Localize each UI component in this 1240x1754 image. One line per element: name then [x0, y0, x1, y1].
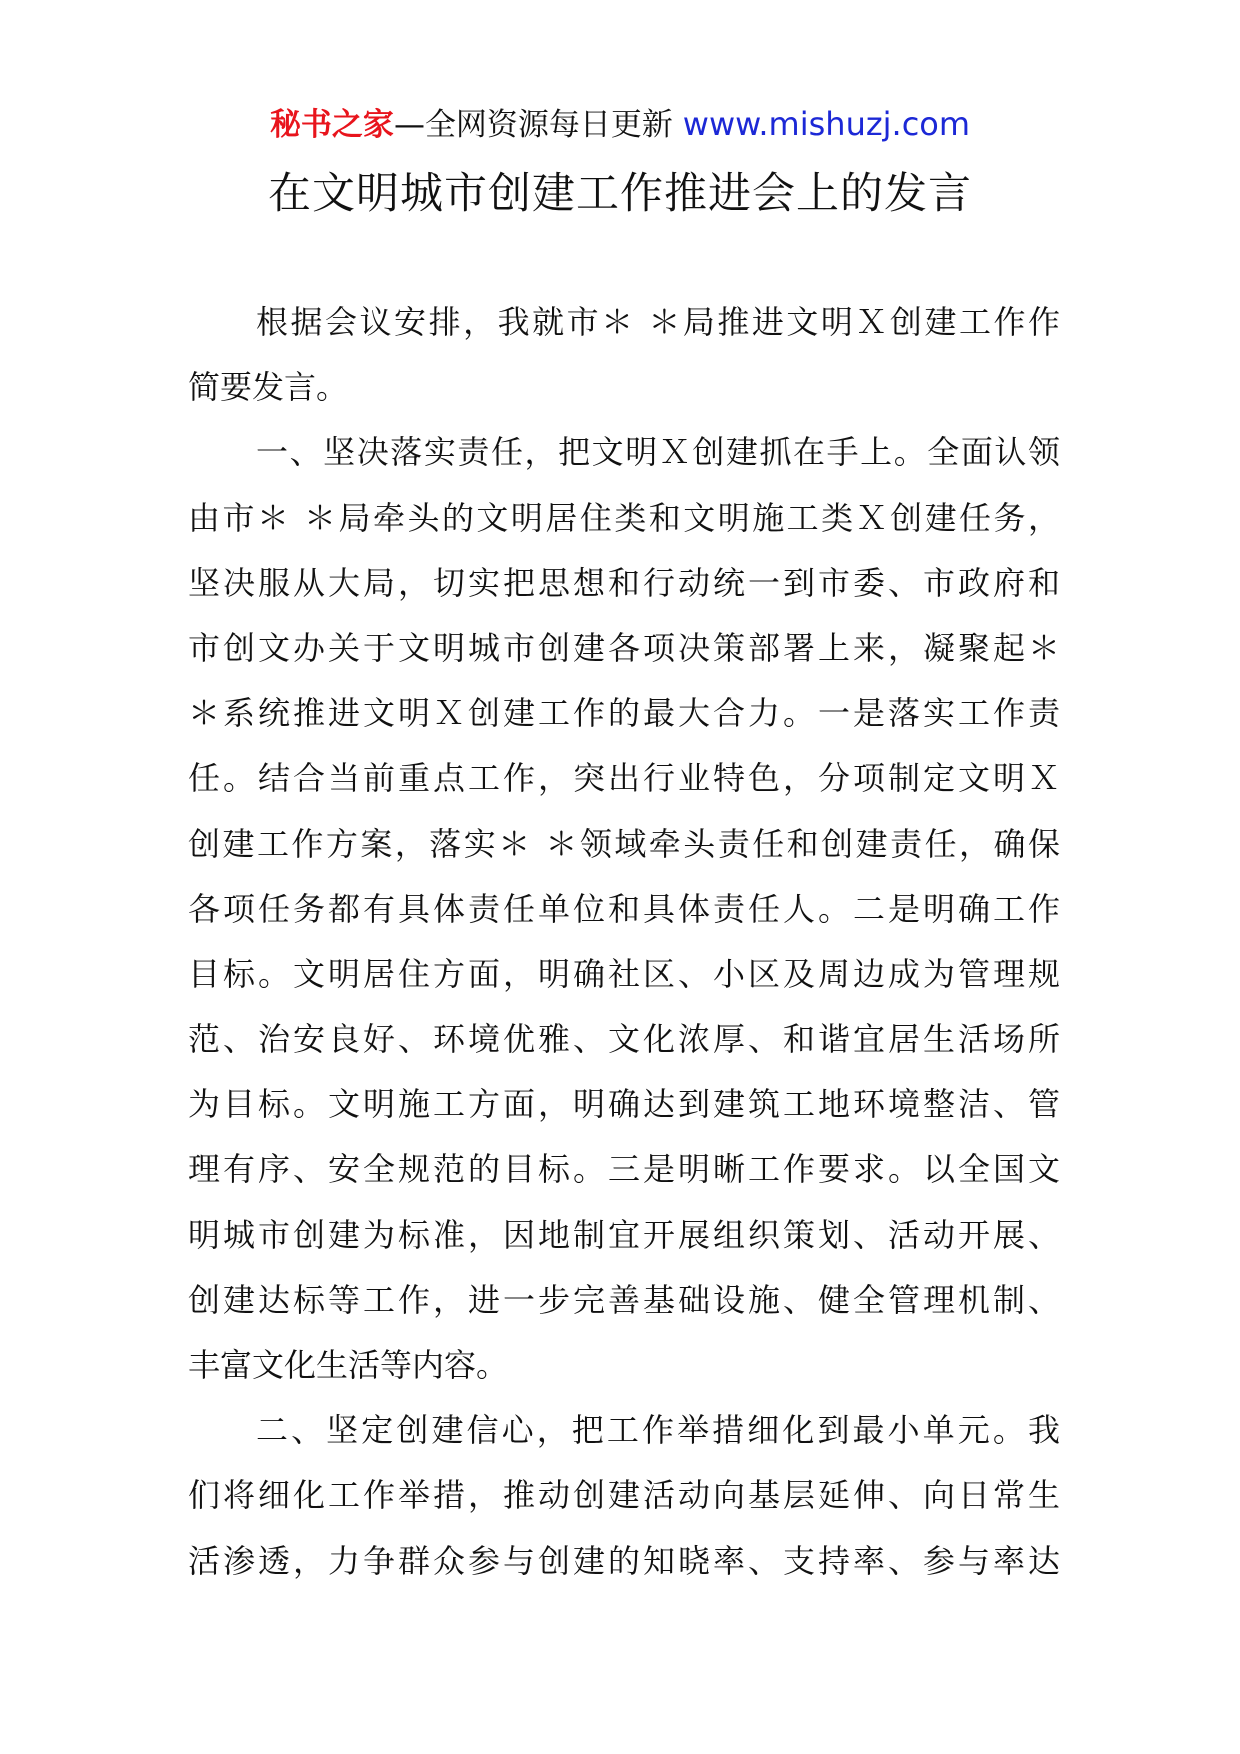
text-line: 活渗透，力争群众参与创建的知晓率、支持率、参与率达	[188, 1541, 1060, 1580]
text-line: 明城市创建为标准，因地制宜开展组织策划、活动开展、	[188, 1215, 1060, 1254]
text-line: 理有序、安全规范的目标。三是明晰工作要求。以全国文	[188, 1150, 1060, 1189]
text-line: 目标。文明居住方面，明确社区、小区及周边成为管理规	[188, 954, 1060, 993]
text-line: 为目标。文明施工方面，明确达到建筑工地环境整洁、管	[188, 1085, 1060, 1124]
site-url-link[interactable]: www.mishuzj.com	[682, 105, 971, 143]
paragraph-section-two	[188, 1398, 1060, 1594]
text-line: 根据会议安排，我就市＊ ＊局推进文明Ｘ创建工作作	[256, 303, 1060, 341]
text-line: 市创文办关于文明城市创建各项决策部署上来，凝聚起＊	[188, 628, 1060, 667]
text-line: ＊系统推进文明Ｘ创建工作的最大合力。一是落实工作责	[188, 694, 1060, 733]
text-line: 一、坚决落实责任，把文明Ｘ创建抓在手上。全面认领	[256, 433, 1060, 472]
text-line: 们将细化工作举措，推动创建活动向基层延伸、向日常生	[188, 1476, 1060, 1515]
site-header	[0, 104, 1240, 145]
text-line: 任。结合当前重点工作，突出行业特色，分项制定文明Ｘ	[188, 759, 1060, 798]
document-title: 在文明城市创建工作推进会上的发言	[268, 169, 972, 219]
text-line: 坚决服从大局，切实把思想和行动统一到市委、市政府和	[188, 563, 1060, 602]
text-line: 创建达标等工作，进一步完善基础设施、健全管理机制、	[188, 1280, 1060, 1319]
text-line: 各项任务都有具体责任单位和具体责任人。二是明确工作	[188, 889, 1060, 928]
paragraph-section-one	[188, 420, 1060, 1398]
brand-name: 秘书之家	[269, 107, 394, 143]
document-body	[188, 290, 1060, 1594]
text-line: 由市＊ ＊局牵头的文明居住类和文明施工类Ｘ创建任务，	[188, 498, 1060, 537]
text-line: 范、治安良好、环境优雅、文化浓厚、和谐宜居生活场所	[188, 1020, 1060, 1059]
text-line: 简要发言。	[188, 368, 349, 407]
paragraph-intro	[188, 290, 1060, 420]
text-line: 创建工作方案，落实＊ ＊领域牵头责任和创建责任，确保	[188, 824, 1060, 863]
text-line: 丰富文化生活等内容。	[188, 1346, 509, 1384]
text-line: 二、坚定创建信心，把工作举措细化到最小单元。我	[256, 1411, 1060, 1450]
header-slogan: —全网资源每日更新	[393, 107, 683, 143]
